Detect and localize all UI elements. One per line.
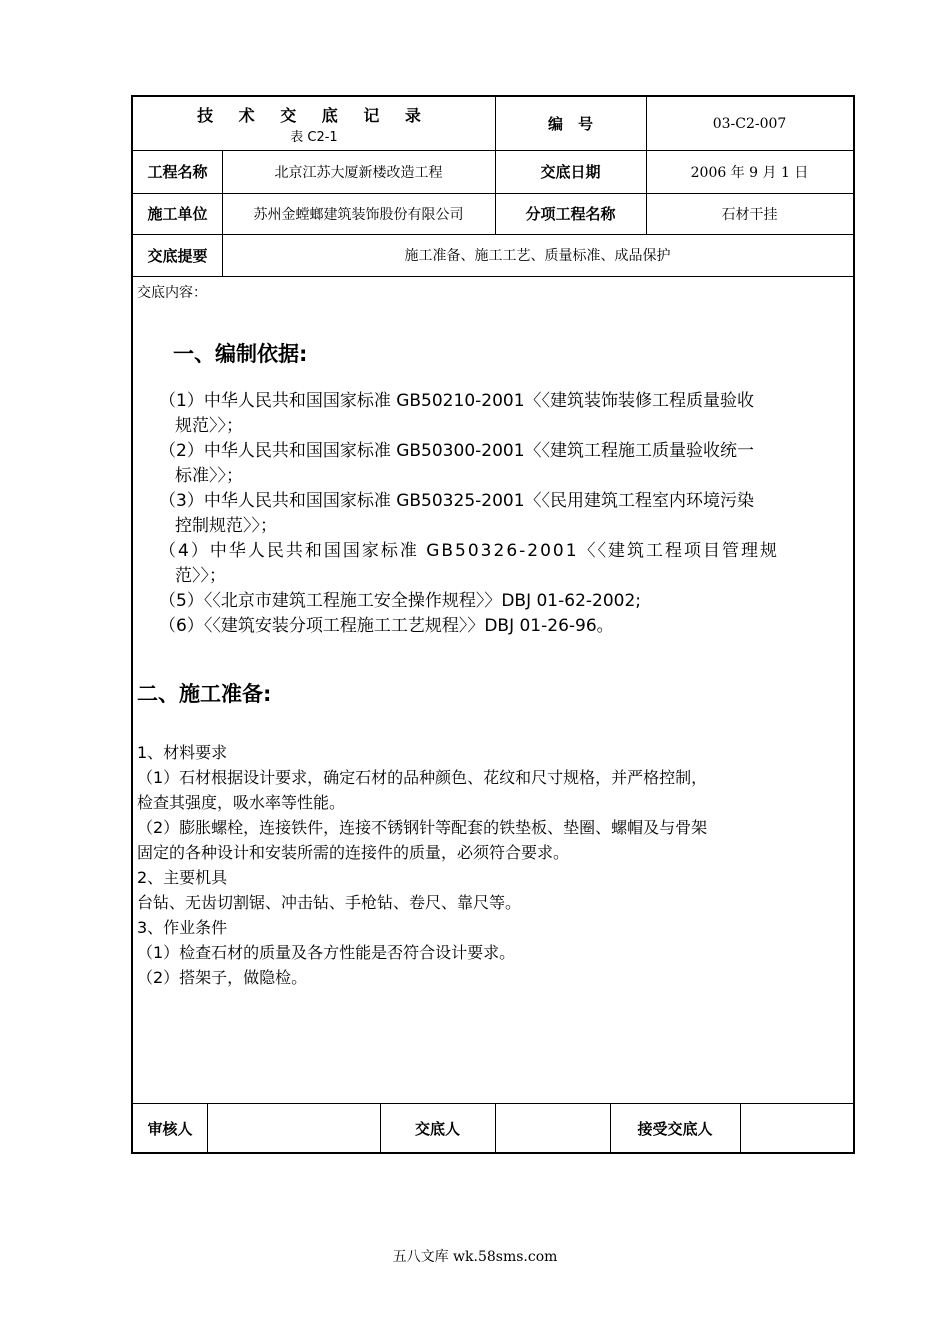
basis-item: 标准〉〉； [175, 466, 243, 486]
prep-line: （1）检查石材的质量及各方性能是否符合设计要求。 [137, 943, 516, 962]
sub-project-label: 分项工程名称 [525, 205, 616, 223]
summary-value: 施工准备、施工工艺、质量标准、成品保护 [404, 248, 671, 264]
presenter-label: 交底人 [414, 1120, 460, 1138]
section-basis-title: 一、编制依据: [173, 342, 308, 366]
basis-item: （3）中华人民共和国国家标准 GB50325-2001〈〈民用建筑工程室内环境污染 [159, 491, 755, 511]
prep-line: 台钻、无齿切割锯、冲击钻、手枪钻、卷尺、靠尺等。 [137, 893, 522, 912]
basis-item: （2）中华人民共和国国家标准 GB50300-2001〈〈建筑工程施工质量验收统一 [159, 441, 755, 461]
project-name-label: 工程名称 [147, 163, 208, 181]
receiver-field[interactable] [740, 1103, 853, 1154]
form-title-cell [133, 97, 495, 150]
prep-line: （1）石材根据设计要求，确定石材的品种颜色、花纹和尺寸规格，并严格控制， [137, 768, 708, 787]
prep-line: 固定的各种设计和安装所需的连接件的质量，必须符合要求。 [137, 843, 570, 862]
unit-label: 施工单位 [147, 205, 208, 223]
reviewer-label: 审核人 [147, 1120, 193, 1138]
disclosure-content [133, 278, 853, 1101]
tech-disclosure-form [131, 95, 855, 1154]
prep-line: （2）膨胀螺栓，连接铁件，连接不锈钢针等配套的铁垫板、垫圈、螺帽及与骨架 [137, 818, 708, 837]
unit-value: 苏州金螳螂建筑装饰股份有限公司 [253, 206, 464, 223]
basis-item: （5）〈〈北京市建筑工程施工安全操作规程〉〉DBJ 01-62-2002; [159, 591, 642, 611]
prep-line: 检查其强度，吸水率等性能。 [137, 793, 346, 812]
prep-line: 1、材料要求 [137, 743, 228, 762]
code-value: 03-C2-007 [712, 115, 787, 132]
basis-item: （4）中华人民共和国国家标准 GB50326-2001〈〈建筑工程项目管理规 [159, 541, 780, 561]
basis-item: 控制规范〉〉； [175, 516, 277, 536]
section-prep-title: 二、施工准备: [137, 682, 272, 706]
prep-line: 3、作业条件 [137, 918, 228, 937]
form-number: 表 C2-1 [290, 129, 338, 145]
receiver-label: 接受交底人 [637, 1120, 713, 1138]
prep-line: 2、主要机具 [137, 868, 228, 887]
basis-item: 规范〉〉； [175, 416, 243, 436]
project-name: 北京江苏大厦新楼改造工程 [274, 164, 443, 181]
reviewer-field[interactable] [207, 1103, 380, 1154]
prep-line: （2）搭架子，做隐检。 [137, 968, 308, 987]
code-label: 编 号 [547, 115, 593, 133]
basis-item: （1）中华人民共和国国家标准 GB50210-2001〈〈建筑装饰装修工程质量验收 [159, 391, 755, 411]
row-divider [133, 276, 853, 277]
page-footer: 五八文库 wk.58sms.com [392, 1249, 558, 1265]
sub-project-value: 石材干挂 [721, 206, 778, 223]
content-label: 交底内容： [137, 285, 207, 301]
summary-label: 交底提要 [147, 246, 208, 265]
basis-item: 范〉〉； [175, 566, 226, 586]
date-label: 交底日期 [540, 163, 601, 181]
presenter-field[interactable] [495, 1103, 610, 1154]
date-value: 2006 年 9 月 1 日 [690, 164, 809, 181]
basis-item: （6）〈〈建筑安装分项工程施工工艺规程〉〉DBJ 01-26-96。 [159, 616, 614, 636]
form-title: 技 术 交 底 记 录 [197, 105, 431, 125]
